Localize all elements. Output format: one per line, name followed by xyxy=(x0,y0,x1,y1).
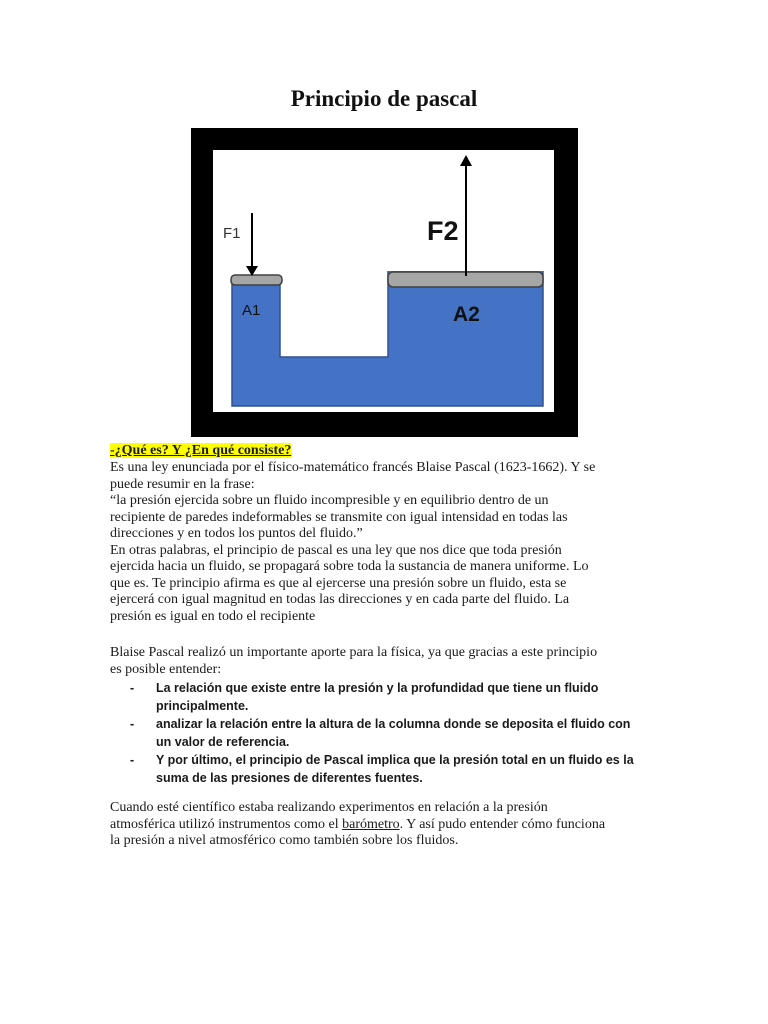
bullet-dash: - xyxy=(130,681,135,695)
paragraph-line: que es. Te principio afirma es que al ejercerse una presión sobre un fluido, esta se xyxy=(110,575,567,591)
paragraph-2 xyxy=(110,645,670,678)
paragraph-3 xyxy=(110,800,670,850)
list-item-line: principalmente. xyxy=(156,699,249,713)
paragraph-line: direcciones y en todos los puntos del fluido.” xyxy=(110,526,363,541)
paragraph-line: ejercida hacia un fluido, se propagará sobre toda la sustancia de manera uniforme. Lo xyxy=(110,559,589,574)
bullet-dash: - xyxy=(130,753,135,767)
paragraph-1 xyxy=(110,460,670,625)
paragraph-line: En otras palabras, el principio de pascal es una ley que nos dice que toda presión xyxy=(110,542,562,558)
text-span: atmosférica utilizó instrumentos como el xyxy=(110,816,343,832)
page-title: Principio de pascal xyxy=(290,86,478,111)
list-item xyxy=(130,751,670,787)
paragraph-line: ejercerá con igual magnitud en todas las direcciones y en cada parte del fluido. La xyxy=(110,592,570,607)
paragraph-line: Cuando esté científico estaba realizando experimentos en relación a la presión xyxy=(110,800,548,815)
list-item-line: Y por último, el principio de Pascal implica que la presión total en un fluido es la xyxy=(156,753,634,767)
barometro-link[interactable]: barómetro xyxy=(342,816,400,832)
label-f2: F2 xyxy=(427,216,459,246)
list-item xyxy=(130,715,670,751)
section-heading-text: -¿Qué es? Y ¿En qué consiste? xyxy=(110,443,292,458)
paragraph-line xyxy=(110,817,670,834)
paragraph-line: Blaise Pascal realizó un importante aporte para la física, ya que gracias a este principio xyxy=(110,645,598,660)
bullet-list xyxy=(130,679,670,787)
paragraph-line: puede resumir en la frase: xyxy=(110,476,255,492)
paragraph-line: presión es igual en todo el recipiente xyxy=(110,608,316,624)
list-item-line: suma de las presiones de diferentes fuentes. xyxy=(156,771,423,785)
label-a2: A2 xyxy=(453,303,480,326)
bullet-dash: - xyxy=(130,717,135,731)
paragraph-line: Es una ley enunciada por el físico-matemático francés Blaise Pascal (1623-1662). Y se xyxy=(110,460,596,475)
label-a1: A1 xyxy=(242,302,261,319)
list-item-line: analizar la relación entre la altura de la columna donde se deposita el fluido con xyxy=(156,717,631,731)
list-item xyxy=(130,679,670,715)
list-item-line: La relación que existe entre la presión y la profundidad que tiene un fluido xyxy=(156,681,599,695)
paragraph-line: es posible entender: xyxy=(110,661,222,677)
paragraph-line: recipiente de paredes indeformables se transmite con igual intensidad en todas las xyxy=(110,509,568,525)
pascal-diagram xyxy=(191,128,578,437)
text-span: . Y así pudo entender cómo funciona xyxy=(399,816,606,832)
piston-a1 xyxy=(231,275,282,285)
list-item-line: un valor de referencia. xyxy=(156,735,290,749)
paragraph-line: la presión a nivel atmosférico como también sobre los fluidos. xyxy=(110,833,459,848)
section-heading xyxy=(110,443,670,460)
label-f1: F1 xyxy=(223,225,241,242)
paragraph-line: “la presión ejercida sobre un fluido incompresible y en equilibrio dentro de un xyxy=(110,493,549,508)
